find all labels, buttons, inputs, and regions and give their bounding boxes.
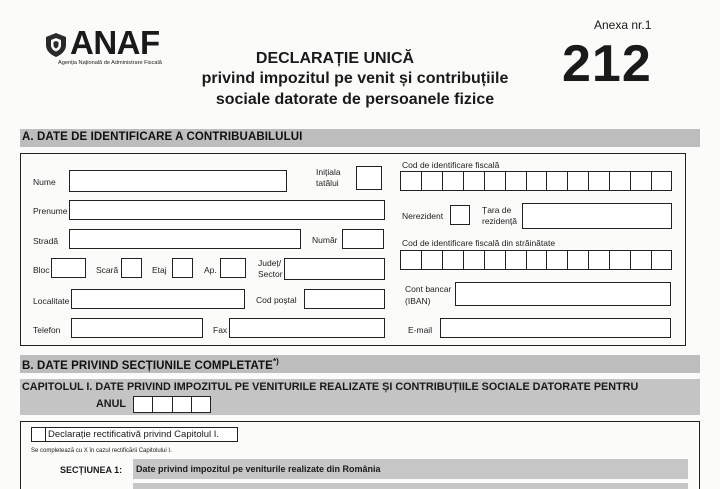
section-b-title-text: B. DATE PRIVIND SECȚIUNILE COMPLETATE <box>22 359 273 372</box>
label-localitate: Localitate <box>33 296 70 306</box>
label-tara-2: rezidență <box>482 216 517 226</box>
email-field[interactable] <box>440 318 671 338</box>
label-ap: Ap. <box>204 265 217 275</box>
rectificativa-label: Declarație rectificativă privind Capitolul I. <box>46 427 238 442</box>
label-nume: Nume <box>33 177 56 187</box>
annex-label: Anexa nr.1 <box>594 18 652 32</box>
rectificativa-note: Se completează cu X în cazul rectificării Capitolului I. <box>31 448 172 454</box>
cod-postal-field[interactable] <box>304 289 385 309</box>
label-cif: Cod de identificare fiscală <box>402 160 500 170</box>
label-cont-1: Cont bancar <box>405 284 452 294</box>
ap-field[interactable] <box>220 258 246 278</box>
anaf-logo <box>44 24 204 70</box>
label-email: E-mail <box>408 325 433 335</box>
judet-field[interactable] <box>284 258 385 280</box>
sectiunea-label: SECȚIUNEA 1: <box>60 465 123 475</box>
initiala-field[interactable] <box>356 166 382 190</box>
label-cod-postal: Cod poștal <box>256 295 297 305</box>
rectificativa-checkbox[interactable] <box>31 427 46 442</box>
title-line1: DECLARAȚIE UNICĂ <box>255 50 415 67</box>
anaf-shield-icon <box>44 32 68 58</box>
label-telefon: Telefon <box>33 325 61 335</box>
nume-field[interactable] <box>69 170 287 192</box>
title-line2: privind impozitul pe venit și contribuțiile <box>201 70 509 87</box>
label-initiala-1: Inițiala <box>316 167 341 177</box>
title-line3: sociale datorate de persoanele fizice <box>215 91 495 108</box>
localitate-field[interactable] <box>71 289 245 309</box>
prenume-field[interactable] <box>69 200 385 220</box>
label-judet-1: Județ/ <box>258 258 282 268</box>
etaj-field[interactable] <box>172 258 193 278</box>
agency-name: Agenția Națională de Administrare Fiscală <box>58 60 162 66</box>
telefon-field[interactable] <box>71 318 203 338</box>
numar-field[interactable] <box>342 229 384 249</box>
section-b-title <box>22 357 279 372</box>
label-initiala-2: tatălui <box>316 178 339 188</box>
label-scara: Scară <box>96 265 119 275</box>
label-bloc: Bloc <box>33 265 50 275</box>
strada-field[interactable] <box>69 229 301 249</box>
scara-field[interactable] <box>121 258 142 278</box>
label-etaj: Etaj <box>152 265 167 275</box>
cif-cells[interactable] <box>400 171 672 191</box>
label-judet-2: Sector <box>258 269 283 279</box>
chapter-title-line1: CAPITOLUL I. DATE PRIVIND IMPOZITUL PE VENITURILE REALIZATE ȘI CONTRIBUȚIILE SOCIALE DATORATE PENTRU <box>22 381 639 393</box>
label-fax: Fax <box>213 325 228 335</box>
label-nerezident: Nerezident <box>402 211 444 221</box>
section-b-title-mark: *) <box>272 357 279 366</box>
chapter-title-line2: ANUL <box>96 398 126 410</box>
label-tara-1: Țara de <box>482 205 512 215</box>
bloc-field[interactable] <box>51 258 86 278</box>
label-cont-2: (IBAN) <box>405 296 431 306</box>
label-prenume: Prenume <box>33 206 68 216</box>
form-number: 212 <box>562 35 652 93</box>
nerezident-checkbox[interactable] <box>450 205 470 225</box>
label-strada: Stradă <box>33 236 59 246</box>
fax-field[interactable] <box>229 318 385 338</box>
tara-field[interactable] <box>522 203 672 229</box>
label-cif-strain: Cod de identificare fiscală din străinătate <box>402 238 556 248</box>
cif-strain-cells[interactable] <box>400 250 672 270</box>
logo-text: ANAF <box>70 24 160 61</box>
sectiunea-band-2 <box>133 483 688 489</box>
year-cells[interactable] <box>133 396 211 413</box>
iban-field[interactable] <box>455 282 671 306</box>
sectiunea-text: Date privind impozitul pe veniturile realizate din România <box>136 464 381 474</box>
section-a-title: A. DATE DE IDENTIFICARE A CONTRIBUABILULUI <box>22 131 303 143</box>
label-numar: Număr <box>312 235 338 245</box>
